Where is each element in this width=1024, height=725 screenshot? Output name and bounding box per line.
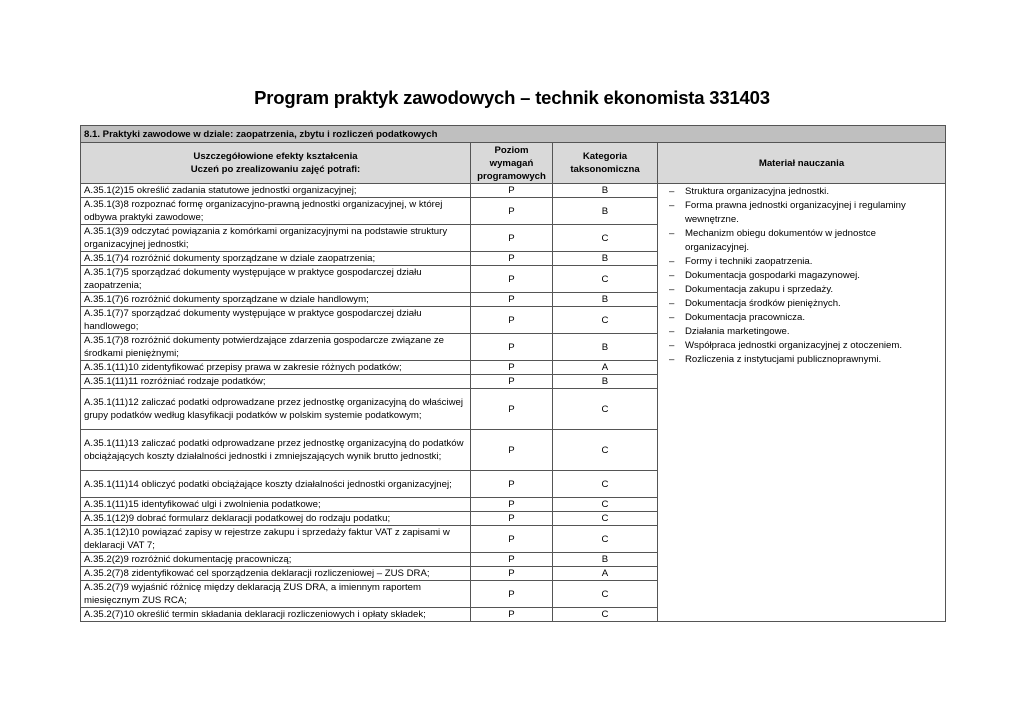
- effect-text: A.35.1(12)10 powiązać zapisy w rejestrze zakupu i sprzedaży faktur VAT z zapisami w deklaracji VAT 7;: [81, 526, 471, 553]
- taxonomic-category: B: [553, 198, 658, 225]
- taxonomic-category: B: [553, 184, 658, 198]
- taxonomic-category: C: [553, 225, 658, 252]
- header-material: Materiał nauczania: [658, 143, 946, 184]
- header-category: [553, 143, 658, 184]
- requirement-level: P: [471, 361, 553, 375]
- material-item: – Działania marketingowe.: [669, 325, 938, 339]
- requirement-level: P: [471, 389, 553, 430]
- program-table: [80, 125, 946, 622]
- taxonomic-category: B: [553, 293, 658, 307]
- material-item: – Struktura organizacyjna jednostki.: [669, 185, 938, 199]
- effect-text: A.35.1(7)8 rozróżnić dokumenty potwierdzające zdarzenia gospodarcze związane ze środkami pieniężnymi;: [81, 334, 471, 361]
- material-item: – Dokumentacja zakupu i sprzedaży.: [669, 283, 938, 297]
- taxonomic-category: C: [553, 471, 658, 498]
- requirement-level: P: [471, 512, 553, 526]
- taxonomic-category: C: [553, 266, 658, 293]
- header-effects-line2: Uczeń po zrealizowaniu zajęć potrafi:: [190, 164, 361, 175]
- material-item: – Dokumentacja pracownicza.: [669, 311, 938, 325]
- material-cell: [658, 184, 946, 622]
- effect-text: A.35.1(11)15 identyfikować ulgi i zwolnienia podatkowe;: [81, 498, 471, 512]
- requirement-level: P: [471, 526, 553, 553]
- requirement-level: P: [471, 252, 553, 266]
- effect-text: A.35.1(11)14 obliczyć podatki obciążające koszty działalności jednostki organizacyjnej;: [81, 471, 471, 498]
- effect-text: A.35.2(7)9 wyjaśnić różnicę między deklaracją ZUS DRA, a imiennym raportem miesięcznym ZUS RCA;: [81, 581, 471, 608]
- requirement-level: P: [471, 184, 553, 198]
- header-effects: [81, 143, 471, 184]
- effect-text: A.35.2(2)9 rozróżnić dokumentację pracowniczą;: [81, 553, 471, 567]
- taxonomic-category: C: [553, 498, 658, 512]
- material-item: – Rozliczenia z instytucjami publicznoprawnymi.: [669, 353, 938, 367]
- header-level: [471, 143, 553, 184]
- requirement-level: P: [471, 307, 553, 334]
- requirement-level: P: [471, 375, 553, 389]
- requirement-level: P: [471, 198, 553, 225]
- material-item: – Forma prawna jednostki organizacyjnej i regulaminy wewnętrzne.: [669, 199, 938, 227]
- material-item: – Formy i techniki zaopatrzenia.: [669, 255, 938, 269]
- effect-text: A.35.1(3)9 odczytać powiązania z komórkami organizacyjnymi na podstawie struktury organizacyjnej jednostki;: [81, 225, 471, 252]
- requirement-level: P: [471, 225, 553, 252]
- requirement-level: P: [471, 553, 553, 567]
- effect-text: A.35.1(7)4 rozróżnić dokumenty sporządzane w dziale zaopatrzenia;: [81, 252, 471, 266]
- taxonomic-category: A: [553, 361, 658, 375]
- effect-text: A.35.2(7)10 określić termin składania deklaracji rozliczeniowych i opłaty składek;: [81, 608, 471, 622]
- effect-text: A.35.1(11)10 zidentyfikować przepisy prawa w zakresie różnych podatków;: [81, 361, 471, 375]
- taxonomic-category: B: [553, 252, 658, 266]
- material-item: – Dokumentacja gospodarki magazynowej.: [669, 269, 938, 283]
- taxonomic-category: C: [553, 608, 658, 622]
- taxonomic-category: B: [553, 334, 658, 361]
- section-title: 8.1. Praktyki zawodowe w dziale: zaopatrzenia, zbytu i rozliczeń podatkowych: [81, 126, 946, 143]
- effect-text: A.35.1(11)13 zaliczać podatki odprowadzane przez jednostkę organizacyjną do podatków obciążających koszty działalności jednostki i zmniejszających wynik brutto jednostki;: [81, 430, 471, 471]
- taxonomic-category: C: [553, 389, 658, 430]
- taxonomic-category: B: [553, 375, 658, 389]
- material-item: – Mechanizm obiegu dokumentów w jednostce organizacyjnej.: [669, 227, 938, 255]
- taxonomic-category: C: [553, 512, 658, 526]
- effect-text: A.35.1(11)12 zaliczać podatki odprowadzane przez jednostkę organizacyjną do właściwej grupy podatków według klasyfikacji podatków w polskim systemie podatkowym;: [81, 389, 471, 430]
- effect-text: A.35.1(3)8 rozpoznać formę organizacyjno-prawną jednostki organizacyjnej, w której odbywa praktyki zawodowe;: [81, 198, 471, 225]
- page-title: Program praktyk zawodowych – technik ekonomista 331403: [254, 87, 770, 108]
- effect-text: A.35.1(2)15 określić zadania statutowe jednostki organizacyjnej;: [81, 184, 471, 198]
- table-row: [81, 184, 946, 198]
- header-category-line2: taksonomiczna: [570, 164, 640, 175]
- taxonomic-category: C: [553, 430, 658, 471]
- material-item: – Dokumentacja środków pieniężnych.: [669, 297, 938, 311]
- requirement-level: P: [471, 567, 553, 581]
- effect-text: A.35.1(7)5 sporządzać dokumenty występujące w praktyce gospodarczej działu zaopatrzenia;: [81, 266, 471, 293]
- requirement-level: P: [471, 266, 553, 293]
- requirement-level: P: [471, 608, 553, 622]
- taxonomic-category: C: [553, 581, 658, 608]
- requirement-level: P: [471, 293, 553, 307]
- effect-text: A.35.1(7)6 rozróżnić dokumenty sporządzane w dziale handlowym;: [81, 293, 471, 307]
- header-level-line1: Poziom: [494, 144, 529, 156]
- material-item: – Współpraca jednostki organizacyjnej z otoczeniem.: [669, 339, 938, 353]
- requirement-level: P: [471, 581, 553, 608]
- material-list: [661, 185, 942, 367]
- effect-text: A.35.2(7)8 zidentyfikować cel sporządzenia deklaracji rozliczeniowej – ZUS DRA;: [81, 567, 471, 581]
- header-category-line1: Kategoria: [582, 151, 628, 162]
- effect-text: A.35.1(12)9 dobrać formularz deklaracji podatkowej do rodzaju podatku;: [81, 512, 471, 526]
- taxonomic-category: B: [553, 553, 658, 567]
- taxonomic-category: C: [553, 307, 658, 334]
- header-level-line2: wymagań: [489, 157, 534, 169]
- header-level-line3: programowych: [477, 170, 546, 182]
- taxonomic-category: A: [553, 567, 658, 581]
- requirement-level: P: [471, 334, 553, 361]
- header-effects-line1: Uszczegółowione efekty kształcenia: [193, 151, 358, 162]
- taxonomic-category: C: [553, 526, 658, 553]
- requirement-level: P: [471, 498, 553, 512]
- requirement-level: P: [471, 430, 553, 471]
- effect-text: A.35.1(11)11 rozróżniać rodzaje podatków;: [81, 375, 471, 389]
- effect-text: A.35.1(7)7 sporządzać dokumenty występujące w praktyce gospodarczej działu handlowego;: [81, 307, 471, 334]
- requirement-level: P: [471, 471, 553, 498]
